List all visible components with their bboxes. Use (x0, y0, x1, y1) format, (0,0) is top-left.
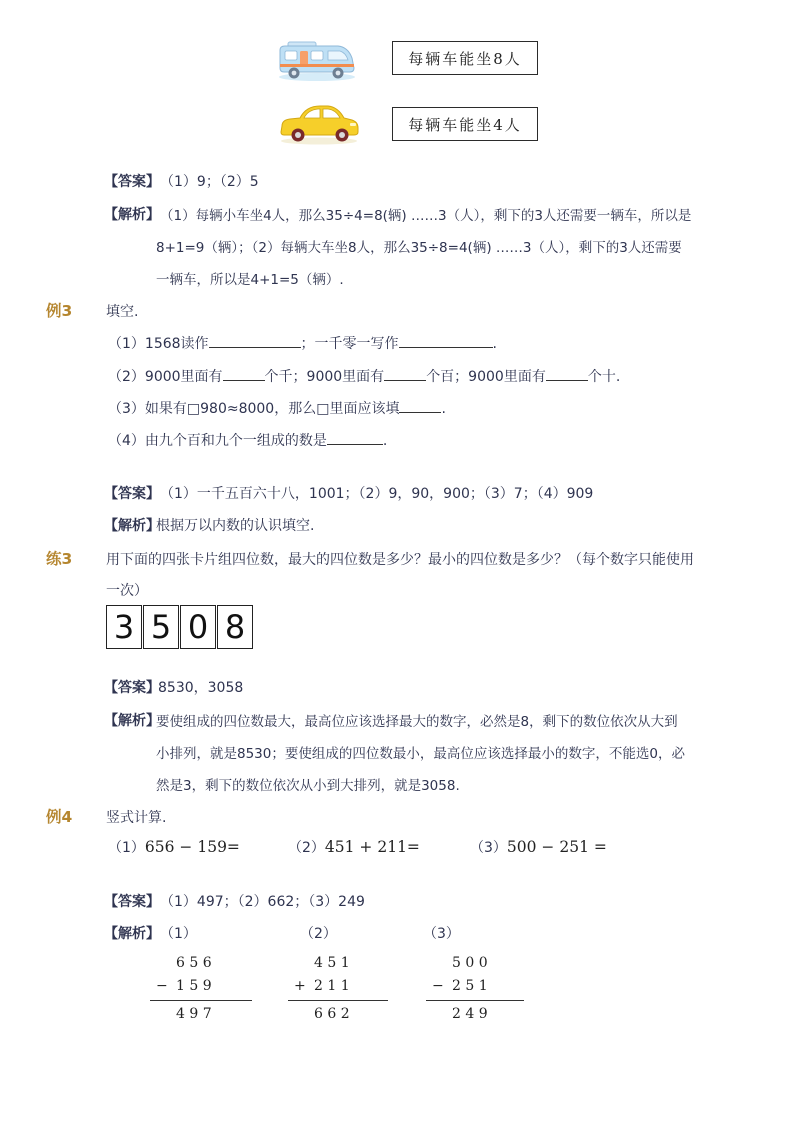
calc-result: 4 9 7 (176, 1006, 212, 1022)
practice-tag: 练3 (46, 550, 73, 568)
calc-top-number: 6 5 6 (176, 955, 212, 971)
answer-blank (546, 366, 588, 381)
calc-bottom-number: 2 5 1 (452, 978, 488, 994)
calc-divider (288, 1000, 388, 1001)
answer-label: 【答案】 (104, 174, 160, 190)
answer-label: 【答案】 (104, 486, 160, 502)
analysis-label: 【解析】 (104, 926, 160, 942)
answer-blank (327, 430, 383, 445)
question-text: . (492, 336, 497, 352)
analysis-line: 8+1=9（辆）；（2）每辆大车坐8人，那么35÷8=4(辆) ……3（人），剩下的3人还需要 (156, 240, 682, 256)
question-text: 个千；9000里面有 (264, 369, 385, 385)
question-text: （4）由九个百和九个一组成的数是 (108, 433, 327, 449)
calc-top-number: 4 5 1 (314, 955, 350, 971)
question-line: 一次） (106, 583, 148, 599)
calc-operator: − (432, 978, 444, 994)
analysis-text: 根据万以内数的认识填空. (156, 518, 315, 534)
calc-operator: − (156, 978, 168, 994)
question-text: ；一千零一写作 (300, 336, 399, 352)
digit-card: 5 (143, 605, 179, 649)
question-text: （3）如果有□980≈8000，那么□里面应该填 (108, 401, 400, 417)
analysis-line: 然是3，剩下的数位依次从小到大排列，就是3058. (156, 778, 460, 794)
example-title: 填空. (106, 304, 139, 320)
calc-label: （1） (160, 926, 197, 942)
analysis-label: 【解析】 (104, 207, 160, 223)
example-title: 竖式计算. (106, 810, 167, 826)
car-capacity-label: 每辆车能坐4人 (392, 107, 538, 141)
problem-expression: 451 + 211= (324, 838, 420, 856)
answer-blank (399, 333, 493, 348)
analysis-line: 一辆车，所以是4+1=5（辆）. (156, 272, 344, 288)
answer-blank (384, 366, 426, 381)
analysis-line: （1）每辆小车坐4人，那么35÷4=8(辆) ……3（人），剩下的3人还需要一辆车，所以是 (160, 208, 692, 224)
calc-divider (150, 1000, 252, 1001)
digit-card: 3 (106, 605, 142, 649)
problem-label: （1） (108, 840, 145, 856)
calc-divider (426, 1000, 524, 1001)
answer-text: 8530，3058 (158, 680, 244, 696)
answer-text: （1）497；（2）662；（3）249 (160, 894, 365, 910)
analysis-line: 小排列，就是8530；要使组成的四位数最小，最高位应该选择最小的数字，不能选0，必 (156, 746, 685, 762)
calc-label: （2） (300, 926, 337, 942)
vertical-calculation (150, 955, 254, 1025)
calc-label: （3） (423, 926, 460, 942)
question-item (108, 430, 387, 450)
problem-label: （2） (288, 840, 325, 856)
digit-card: 0 (180, 605, 216, 649)
question-text: 个百；9000里面有 (426, 369, 546, 385)
calc-bottom-number: 2 1 1 (314, 978, 350, 994)
car-icon (276, 100, 362, 146)
question-text: . (441, 401, 446, 417)
vertical-calculation (426, 955, 530, 1025)
question-text: （1）1568读作 (108, 336, 209, 352)
analysis-label: 【解析】 (104, 713, 160, 729)
digit-card: 8 (217, 605, 253, 649)
question-item (108, 366, 620, 386)
answer-text: （1）9；（2）5 (160, 174, 259, 190)
bus-icon (276, 38, 358, 82)
calc-result: 2 4 9 (452, 1006, 488, 1022)
answer-text: （1）一千五百六十八，1001；（2）9，90，900；（3）7；（4）909 (160, 486, 594, 502)
analysis-line: 要使组成的四位数最大，最高位应该选择最大的数字，必然是8，剩下的数位依次从大到 (156, 714, 678, 730)
example-tag: 例4 (46, 808, 73, 826)
question-text: . (382, 433, 388, 449)
answer-blank (399, 398, 441, 413)
vertical-calculation (288, 955, 392, 1025)
question-item (108, 333, 497, 353)
bus-capacity-label: 每辆车能坐8人 (392, 41, 538, 75)
problem-item (108, 837, 240, 857)
question-line: 用下面的四张卡片组四位数，最大的四位数是多少？最小的四位数是多少？（每个数字只能使用 (106, 552, 694, 568)
example-tag: 例3 (46, 302, 73, 320)
calc-operator: + (294, 978, 306, 994)
answer-blank (223, 366, 265, 381)
question-text: （2）9000里面有 (108, 369, 223, 385)
problem-item (288, 837, 420, 857)
answer-blank (209, 333, 301, 348)
calc-bottom-number: 1 5 9 (176, 978, 212, 994)
car-illustration (276, 100, 362, 146)
analysis-label: 【解析】 (104, 518, 160, 534)
problem-label: （3） (470, 840, 507, 856)
problem-expression: 656 − 159= (144, 838, 240, 856)
question-text: 个十. (587, 369, 621, 385)
answer-label: 【答案】 (104, 680, 160, 696)
bus-illustration (276, 38, 358, 82)
problem-item (470, 837, 607, 857)
answer-label: 【答案】 (104, 894, 160, 910)
calc-top-number: 5 0 0 (452, 955, 488, 971)
problem-expression: 500 − 251 = (506, 838, 607, 856)
question-item (108, 398, 446, 418)
digit-cards (106, 605, 254, 649)
calc-result: 6 6 2 (314, 1006, 350, 1022)
